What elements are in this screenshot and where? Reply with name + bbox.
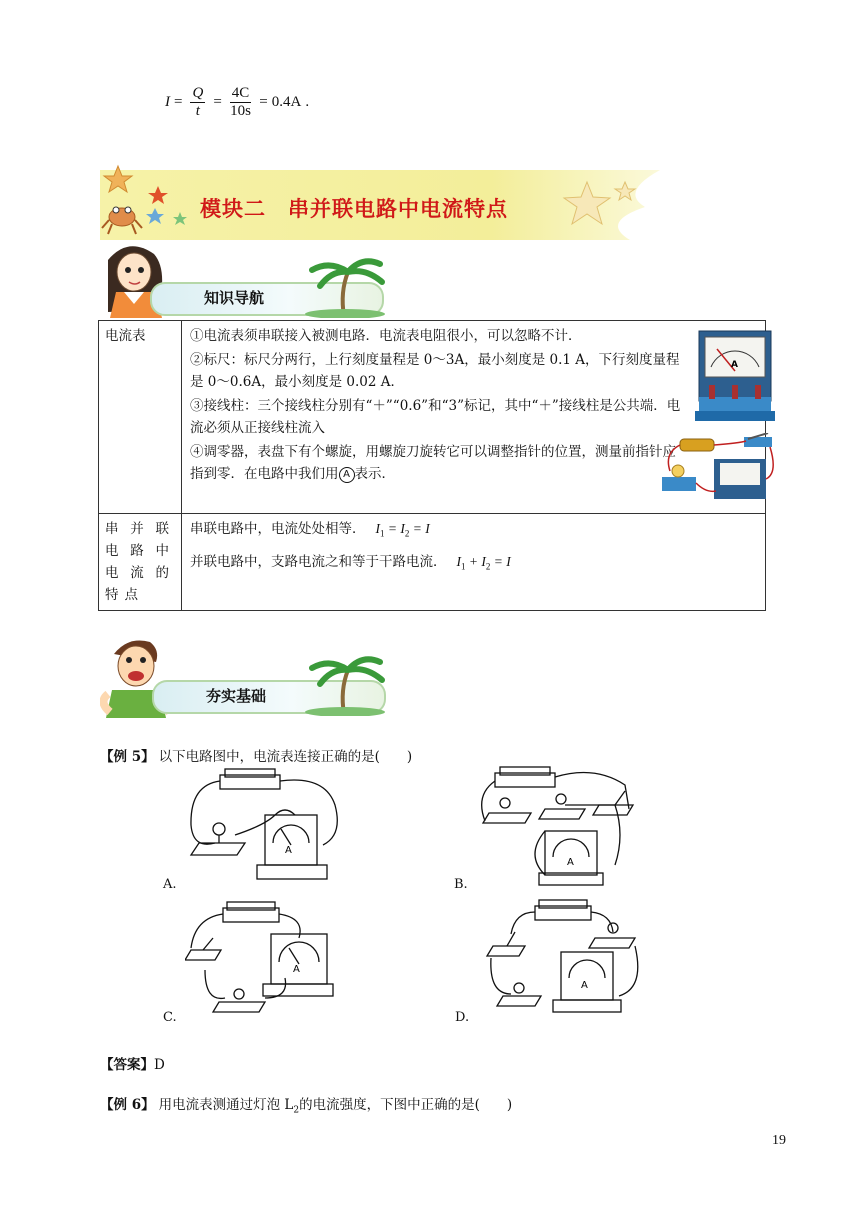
formula-fraction-symbolic: $\frac{Q}{t}$ <box>192 84 204 119</box>
palm-tree-icon <box>300 650 390 716</box>
series-rule: 串联电路中，电流处处相等． $I_1 = I_2 = I$ <box>190 521 430 539</box>
formula-lhs: I <box>165 93 170 110</box>
table-row-characteristics <box>99 514 766 611</box>
ammeter-circuit-icon <box>660 433 780 505</box>
svg-text:A: A <box>293 964 300 975</box>
svg-text:A: A <box>731 360 738 370</box>
svg-text:A: A <box>581 980 588 991</box>
table-content-ammeter <box>182 321 766 514</box>
section-title-basics: 夯实基础 <box>206 687 267 705</box>
table-row-ammeter <box>99 321 766 514</box>
svg-text:A: A <box>285 845 292 856</box>
formula-result: 0.4A <box>271 93 302 110</box>
option-d-label: D. <box>455 1010 470 1025</box>
option-c-label: C. <box>163 1010 177 1025</box>
circuit-diagram-c <box>185 898 335 1020</box>
parallel-rule: 并联电路中，支路电流之和等于干路电流． $I_1 + I_2 = I$ <box>190 553 511 572</box>
svg-text:A: A <box>567 857 574 868</box>
palm-tree-icon <box>300 252 390 318</box>
knowledge-table <box>98 320 766 611</box>
circuit-diagram-d <box>485 898 645 1020</box>
ammeter-point-2: ②标尺：标尺分两行，上行刻度量程是 0～3A，最小刻度是 0.1 A，下行刻度量程是 0～0.6A，最小刻度是 0.02 A． <box>190 352 680 390</box>
ammeter-symbol-icon: A <box>339 467 355 483</box>
example6-question: 【例 6】 用电流表测通过灯泡 $L_2$的电流强度，下图中正确的是( ) <box>100 1097 513 1116</box>
option-a-label: A. <box>163 877 177 892</box>
option-b-label: B. <box>454 877 468 892</box>
formula-fraction-values: $\frac{4C}{10s}$ <box>230 84 251 119</box>
section-title-knowledge: 知识导航 <box>204 289 265 307</box>
ammeter-device-icon <box>695 327 775 423</box>
ammeter-point-4: ④调零器，表盘下有个螺旋，用螺旋刀旋转它可以调整指针的位置，测量前指针应指到零．在电路中我们用 A 表示． <box>190 444 676 482</box>
example5-question: 【例 5】 以下电路图中，电流表连接正确的是( ) <box>100 749 413 765</box>
answer-line: 【答案】D <box>100 1057 165 1073</box>
circuit-diagram-b <box>475 765 645 890</box>
table-label-characteristics: 串并联电路中电流的特点 <box>99 514 182 611</box>
table-content-characteristics <box>182 514 766 611</box>
page-number: 19 <box>772 1133 786 1148</box>
module-title: 模块二 串并联电路中电流特点 <box>200 197 508 221</box>
table-label-ammeter: 电流表 <box>99 321 182 514</box>
answer-value: D <box>154 1057 165 1073</box>
ammeter-point-3: ③接线柱：三个接线柱分别有“＋”“0.6”和“3”标记，其中“＋”接线柱是公共端．电流必须从正接线柱流入 <box>190 398 681 436</box>
current-formula: I = $\frac{Q}{t}$ = $\frac{4C}{10s}$ = 0.4A . <box>165 84 310 119</box>
ammeter-point-1: ①电流表须串联接入被测电路．电流表电阻很小，可以忽略不计． <box>190 328 582 344</box>
circuit-diagram-a <box>185 765 350 890</box>
